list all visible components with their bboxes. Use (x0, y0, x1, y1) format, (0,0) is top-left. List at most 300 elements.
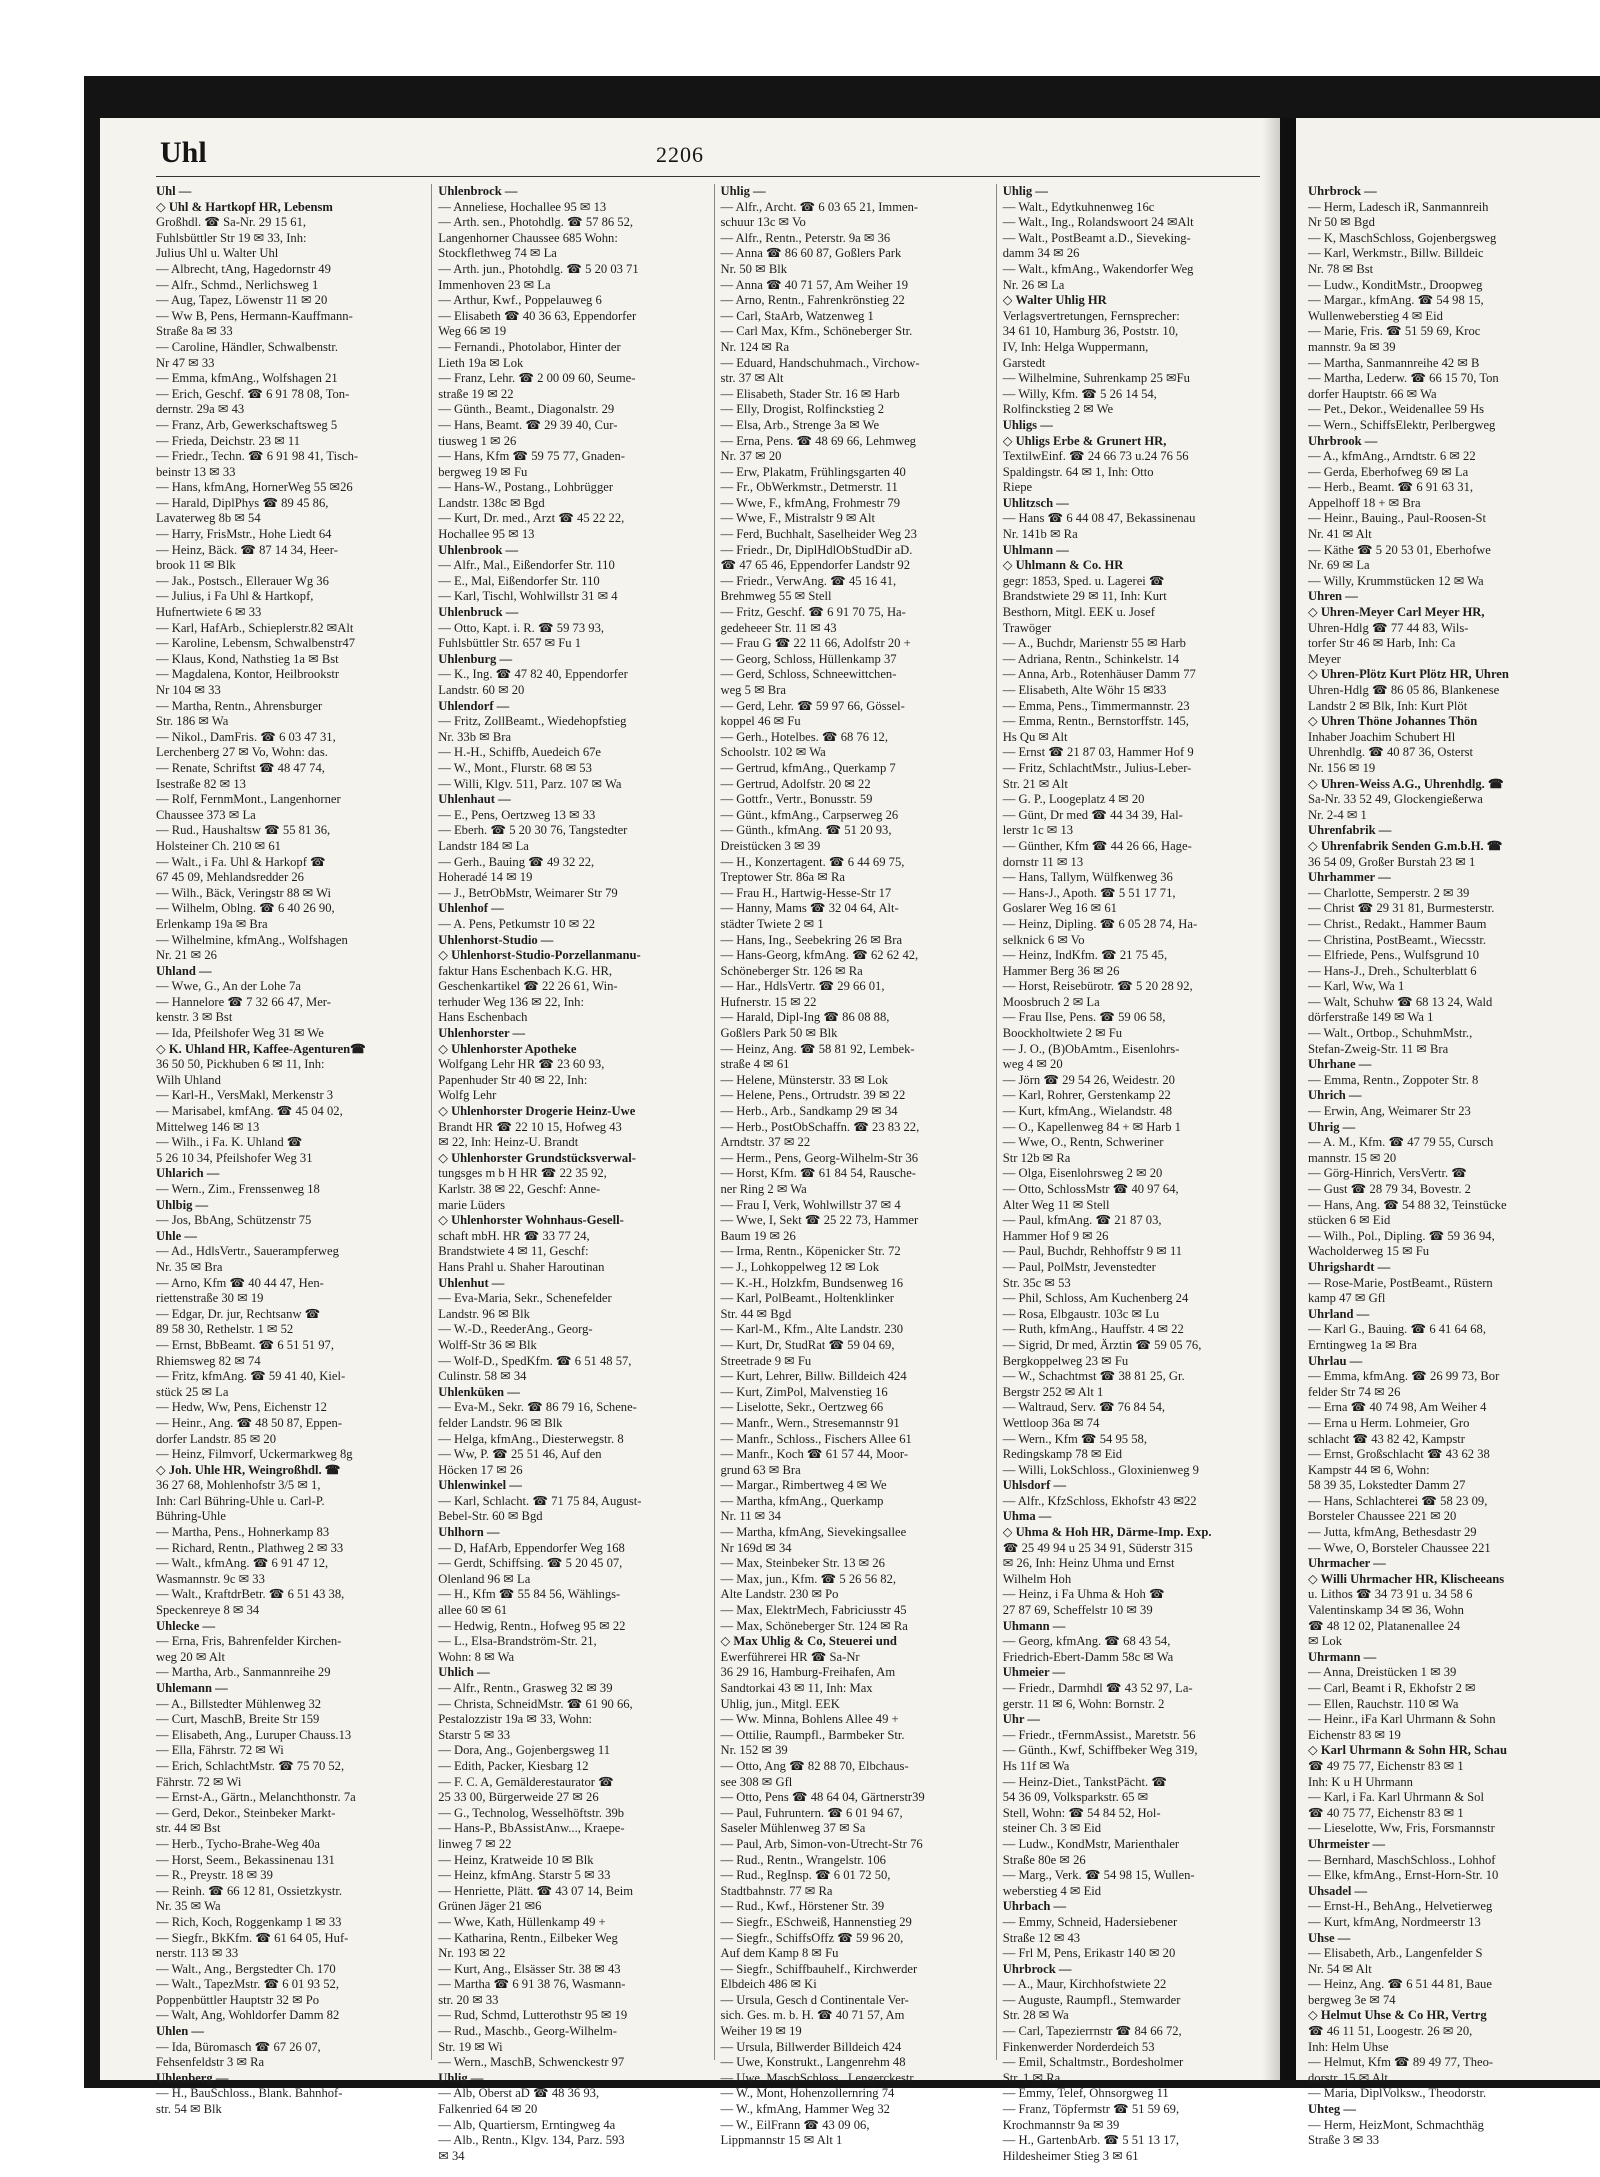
directory-entry-line: Landstr 184 ✉ La (438, 838, 529, 853)
directory-entry-line: — Albrecht, tAng, Hagedornstr 49 (156, 261, 331, 276)
directory-entry-line: — A., kfmAng., Arndtstr. 6 ✉ 22 (1308, 449, 1476, 464)
directory-entry-line: 5 26 10 34, Pfeilshofer Weg 31 (156, 1150, 313, 1165)
directory-entry-line: — Martha, Lederw. ☎ 66 15 70, Ton (1308, 371, 1499, 386)
directory-entry-line: — Harald, DiplPhys ☎ 89 45 86, (156, 495, 329, 510)
directory-entry-line: — Käthe ☎ 5 20 53 01, Eberhofwe (1308, 542, 1491, 557)
directory-entry-line: — Manfr., Koch ☎ 61 57 44, Moor- (720, 1447, 909, 1462)
directory-entry-line: Bergkoppelweg 23 ✉ Fu (1002, 1353, 1129, 1368)
surname-heading: Uhlenhut — (438, 1275, 505, 1290)
directory-entry-line: — Wwe, Kath, Hüllenkamp 49 + (438, 1914, 606, 1929)
directory-entry-line: selknick 6 ✉ Vo (1002, 932, 1085, 947)
directory-entry-line: — Renate, Schriftst ☎ 48 47 74, (156, 760, 325, 775)
directory-entry-line: Baum 19 ✉ 26 (720, 1228, 796, 1243)
directory-entry-line: — Ernst-A., Gärtn., Melanchthonstr. 7a (156, 1790, 356, 1805)
surname-heading: Uhlitzsch — (1002, 495, 1069, 510)
directory-entry-line: straße 19 ✉ 22 (438, 386, 514, 401)
directory-entry-line: kenstr. 3 ✉ Bst (156, 1010, 233, 1025)
directory-entry-line: — Frau I, Verk, Wohlwillstr 37 ✉ 4 (720, 1197, 901, 1212)
directory-entry-line: Meyer (1308, 651, 1341, 666)
directory-entry-line: ☎ 47 65 46, Eppendorfer Landstr 92 (720, 558, 911, 573)
directory-entry-line: — Paul, kfmAng. ☎ 21 87 03, (1002, 1213, 1162, 1228)
directory-entry-line: — Ruth, kfmAng., Hauffstr. 4 ✉ 22 (1002, 1322, 1184, 1337)
directory-entry-line: — Herm, Ladesch iR, Sanmannreih (1308, 199, 1489, 214)
directory-entry-line: ◇ Uhren-Weiss A.G., Uhrenhdlg. ☎ (1308, 776, 1504, 791)
directory-entry-line: — Fritz, ZollBeamt., Wiedehopfstieg (438, 714, 627, 729)
directory-entry-line: — Hedw, Ww, Pens, Eichenstr 12 (156, 1400, 327, 1415)
directory-entry-line: Fährstr. 72 ✉ Wi (156, 1774, 242, 1789)
directory-entry-line: — Walt., kfmAng. ☎ 6 91 47 12, (156, 1556, 329, 1571)
directory-entry-line: Moosbruch 2 ✉ La (1002, 994, 1100, 1009)
directory-entry-line: faktur Hans Eschenbach K.G. HR, (438, 963, 613, 978)
directory-entry-line: — Walt., Ing., Rolandswoort 24 ✉Alt (1002, 215, 1194, 230)
surname-heading: Uhlig — (720, 184, 766, 198)
directory-entry-line: ◇ Uhren-Meyer Carl Meyer HR, (1308, 605, 1485, 620)
directory-entry-line: Pestalozzistr 19a ✉ 33, Wohn: (438, 1712, 593, 1727)
directory-entry-line: — H.-H., Schiffb, Auedeich 67e (438, 745, 602, 760)
directory-entry-line: — Wilh., Pol., Dipling. ☎ 59 36 94, (1308, 1228, 1495, 1243)
directory-entry-line: dorstr. 15 ✉ Alt (1308, 2070, 1388, 2085)
directory-entry-line: — Christ., Redakt., Hammer Baum (1308, 916, 1487, 931)
directory-entry-line: — W.-D., ReederAng., Georg- (438, 1322, 593, 1337)
directory-entry-line: — G., Technolog, Wesselhöftstr. 39b (438, 1805, 625, 1820)
directory-entry-line: — Eduard, Handschuhmach., Virchow- (720, 355, 920, 370)
directory-entry-line: — Wern., Kfm ☎ 54 95 58, (1002, 1431, 1147, 1446)
directory-entry-line: — Hans-J., Apoth. ☎ 5 51 17 71, (1002, 885, 1176, 900)
directory-entry-line: Chaussee 373 ✉ La (156, 807, 256, 822)
directory-entry-line: — Frieda, Deichstr. 23 ✉ 11 (156, 433, 301, 448)
directory-entry-line: Arndtstr. 37 ✉ 22 (720, 1135, 811, 1150)
directory-entry-line: beinstr 13 ✉ 33 (156, 464, 236, 479)
directory-entry-line: — Elisabeth, Stader Str. 16 ✉ Harb (720, 386, 900, 401)
directory-entry-line: — Wilhelmine, kfmAng., Wolfshagen (156, 932, 348, 947)
directory-entry-line: — Karl, Schlacht. ☎ 71 75 84, August- (438, 1493, 642, 1508)
directory-entry-line: — Emmy, Telef, Ohnsorgweg 11 (1002, 2086, 1169, 2101)
directory-entry-line: Nr 47 ✉ 33 (156, 355, 215, 370)
directory-entry-line: ☎ 48 12 02, Platanenallee 24 (1308, 1618, 1461, 1633)
directory-entry-line: Olenland 96 ✉ La (438, 1571, 531, 1586)
directory-entry-line: — Karl G., Bauing. ☎ 6 41 64 68, (1308, 1322, 1486, 1337)
directory-entry-line: — Frau H., Hartwig-Hesse-Str 17 (720, 885, 892, 900)
directory-entry-line: Starstr 5 ✉ 33 (438, 1727, 511, 1742)
directory-entry-line: Nr. 35 ✉ Bra (156, 1259, 223, 1274)
directory-entry-line: Stefan-Zweig-Str. 11 ✉ Bra (1308, 1041, 1449, 1056)
directory-columns (156, 184, 1262, 2163)
directory-entry-line: str. 54 ✉ Blk (156, 2102, 222, 2117)
directory-entry-line: Garstedt (1002, 355, 1046, 370)
directory-entry-line: — Martha, Arb., Sanmannreihe 29 (156, 1665, 331, 1680)
directory-entry-line: — Friedr., Dr, DiplHdlObStudDir aD. (720, 542, 913, 557)
directory-entry-line: — Gerh., Bauing ☎ 49 32 22, (438, 854, 595, 869)
running-head-word: Uhl (160, 136, 207, 169)
surname-heading: Uhma — (1002, 1509, 1052, 1524)
directory-entry-line: ◇ Willi Uhrmacher HR, Klischeeans (1308, 1571, 1505, 1586)
directory-entry-line: Fuhlsbüttler Str 19 ✉ 33, Inh: (156, 230, 307, 245)
directory-entry-line: — Arthur, Kwf., Poppelauweg 6 (438, 293, 602, 308)
directory-entry-line: Ewerführerei HR ☎ Sa-Nr (720, 1649, 860, 1664)
directory-entry-line: Holsteiner Ch. 210 ✉ 61 (156, 838, 281, 853)
directory-entry-line: — Friedr., tFernmAssist., Maretstr. 56 (1002, 1727, 1196, 1742)
directory-entry-line: Grünen Jäger 21 ✉6 (438, 1899, 542, 1914)
directory-entry-line: — Gertrud, kfmAng., Querkamp 7 (720, 760, 896, 775)
directory-entry-line: Stadtbahnstr. 77 ✉ Ra (720, 1883, 833, 1898)
directory-entry-line: Hans Eschenbach (438, 1010, 528, 1025)
directory-entry-line: damm 34 ✉ 26 (1002, 246, 1080, 261)
directory-entry-line: — Karl, i Fa. Karl Uhrmann & Sol (1308, 1790, 1484, 1805)
directory-entry-line: 27 87 69, Scheffelstr 10 ✉ 39 (1002, 1603, 1153, 1618)
directory-entry-line: Hufnertwiete 6 ✉ 33 (156, 605, 262, 620)
directory-entry-line: — Heinz, Filmvorf, Uckermarkweg 8g (156, 1447, 353, 1462)
surname-heading: Uhlenburg — (438, 651, 513, 666)
directory-entry-line: lerstr 1c ✉ 13 (1002, 823, 1074, 838)
directory-entry-line: schlacht ☎ 43 82 42, Kampstr (1308, 1431, 1465, 1446)
directory-entry-line: — Heinz, Bäck. ☎ 87 14 34, Heer- (156, 542, 338, 557)
directory-entry-line: — Ursula, Billwerder Billdeich 424 (720, 2039, 902, 2054)
directory-entry-line: Nr. 41 ✉ Alt (1308, 527, 1372, 542)
surname-heading: Uhrhammer — (1308, 870, 1391, 885)
directory-entry-line: — Wilh., Bäck, Veringstr 88 ✉ Wi (156, 885, 331, 900)
directory-entry-line: ◇ Max Uhlig & Co, Steuerei und (720, 1634, 897, 1649)
directory-entry-line: Uhren-Hdlg ☎ 86 05 86, Blankenese (1308, 683, 1500, 697)
directory-entry-line: — Arno, Kfm ☎ 40 44 47, Hen- (156, 1275, 324, 1290)
directory-entry-line: Str 12b ✉ Ra (1002, 1150, 1071, 1165)
directory-entry-line: — Hans, Ang. ☎ 54 88 32, Teinstücke (1308, 1197, 1507, 1212)
directory-entry-line: — Ernst ☎ 21 87 03, Hammer Hof 9 (1002, 745, 1194, 760)
directory-entry-line: nerstr. 113 ✉ 33 (156, 1946, 239, 1961)
directory-entry-line: — R., Preystr. 18 ✉ 39 (156, 1868, 273, 1883)
directory-entry-line: Spaldingstr. 64 ✉ 1, Inh: Otto (1002, 464, 1154, 479)
directory-entry-line: — E., Mal, Eißendorfer Str. 110 (438, 573, 600, 588)
directory-entry-line: — Dora, Ang., Gojenbergsweg 11 (438, 1743, 610, 1758)
directory-entry-line: Brehmweg 55 ✉ Stell (720, 589, 832, 604)
directory-entry-line: Poppenbüttler Hauptstr 32 ✉ Po (156, 1992, 320, 2007)
directory-entry-line: Hildesheimer Stieg 3 ✉ 61 (1002, 2148, 1139, 2163)
directory-entry-line: — Henriette, Plätt. ☎ 43 07 14, Beim (438, 1883, 634, 1898)
directory-entry-line: Bebel-Str. 60 ✉ Bgd (438, 1509, 543, 1524)
directory-entry-line: str. 44 ✉ Bst (156, 1821, 221, 1836)
directory-entry-line: — Ellen, Rauchstr. 110 ✉ Wa (1308, 1696, 1459, 1711)
directory-entry-line: — Carl, StaArb, Watzenweg 1 (720, 308, 874, 323)
directory-entry-line: — Karl, Werkmstr., Billw. Billdeic (1308, 246, 1484, 261)
directory-entry-line: Brandt HR ☎ 22 10 15, Hofweg 43 (438, 1119, 622, 1134)
directory-entry-line: Bergstr 252 ✉ Alt 1 (1002, 1384, 1104, 1399)
directory-entry-line: — Emmy, Schneid, Hadersiebener (1002, 1914, 1178, 1929)
surname-heading: Uhl — (156, 184, 192, 198)
directory-entry-line: brook 11 ✉ Blk (156, 558, 236, 573)
directory-entry-line: stück 25 ✉ La (156, 1384, 229, 1399)
directory-entry-line: — Uwe, Konstrukt., Langenrehm 48 (720, 2055, 906, 2070)
directory-entry-line: — Marg., Verk. ☎ 54 98 15, Wullen- (1002, 1868, 1195, 1883)
directory-entry-line: — Friedr., Techn. ☎ 6 91 98 41, Tisch- (156, 449, 359, 464)
directory-entry-line: Goßlers Park 50 ✉ Blk (720, 1026, 838, 1041)
directory-entry-line: — Hans, kfmAng, HornerWeg 55 ✉26 (156, 480, 353, 495)
directory-entry-line: Mittelweg 146 ✉ 13 (156, 1119, 260, 1134)
directory-entry-line: — H., GartenbArb. ☎ 5 51 13 17, (1002, 2133, 1179, 2148)
directory-entry-line: ◇ Uhrenfabrik Senden G.m.b.H. ☎ (1308, 838, 1503, 853)
directory-entry-line: — Rud., Maschb., Georg-Wilhelm- (438, 2024, 617, 2039)
directory-entry-line: — Helene, Münsterstr. 33 ✉ Lok (720, 1072, 889, 1087)
directory-entry-line: — Elisabeth, Ang., Luruper Chauss.13 (156, 1727, 352, 1742)
directory-entry-line: — W., kfmAng, Hammer Weg 32 (720, 2102, 890, 2117)
directory-entry-line: — Hans-Georg, kfmAng. ☎ 62 62 42, (720, 948, 919, 963)
surname-heading: Uhlenwinkel — (438, 1478, 522, 1493)
directory-entry-line: — Ernst, Großschlacht ☎ 43 62 38 (1308, 1447, 1490, 1462)
directory-entry-line: — Günt., kfmAng., Carpserweg 26 (720, 807, 899, 822)
directory-page (100, 118, 1280, 2163)
directory-entry-line: — Magdalena, Kontor, Heilbrookstr (156, 667, 340, 682)
directory-entry-line: Appelhoff 18 + ✉ Bra (1308, 495, 1421, 510)
directory-entry-line: dörferstraße 149 ✉ Wa 1 (1308, 1010, 1434, 1025)
directory-entry-line: Hoheradé 14 ✉ 19 (438, 870, 533, 885)
directory-entry-line: — Kurt, ZimPol, Malvenstieg 16 (720, 1384, 888, 1399)
directory-entry-line: — Emma, Rentn., Zoppoter Str. 8 (1308, 1072, 1479, 1087)
directory-entry-line: Wilhelm Hoh (1002, 1571, 1072, 1586)
directory-entry-line: — Herm., Pens, Georg-Wilhelm-Str 36 (720, 1150, 919, 1165)
directory-entry-line: Brandstwiete 29 ✉ 11, Inh: Kurt (1002, 589, 1167, 604)
directory-entry-line: — Walt., Ortbop., SchuhmMstr., (1308, 1026, 1473, 1041)
directory-entry-line: Straße 12 ✉ 43 (1002, 1930, 1081, 1945)
directory-entry-line: 36 54 09, Großer Burstah 23 ✉ 1 (1308, 854, 1476, 869)
directory-entry-line: — Willy, Krummstücken 12 ✉ Wa (1308, 573, 1484, 588)
directory-entry-line: — Horst, Reisebürotr. ☎ 5 20 28 92, (1002, 979, 1193, 994)
directory-entry-line: — Hedwig, Rentn., Hofweg 95 ✉ 22 (438, 1618, 626, 1633)
directory-entry-line: städter Twiete 2 ✉ 1 (720, 916, 824, 931)
directory-entry-line: Str. 19 ✉ Wi (438, 2039, 503, 2054)
directory-entry-line: — Gust ☎ 28 79 34, Bovestr. 2 (1308, 1182, 1471, 1196)
surname-heading: Uhlenbruck — (438, 605, 519, 620)
directory-entry-line: — Wwe, F., Mistralstr 9 ✉ Alt (720, 511, 875, 526)
directory-entry-line: — Gottfr., Vertr., Bonusstr. 59 (720, 792, 873, 807)
directory-entry-line: — Carl, Beamt i R, Ekhofstr 2 ✉ (1308, 1681, 1476, 1695)
directory-entry-line: 36 29 16, Hamburg-Freihafen, Am (720, 1665, 896, 1680)
directory-entry-line: ◇ Uhl & Hartkopf HR, Lebensm (156, 199, 333, 214)
surname-heading: Uhmeier — (1002, 1665, 1066, 1680)
directory-entry-line: — Herm, HeizMont, Schmachthäg (1308, 2117, 1484, 2132)
directory-entry-line: — Martha, Rentn., Ahrensburger (156, 698, 323, 713)
directory-entry-line: TextilwEinf. ☎ 24 66 73 u.24 76 56 (1002, 449, 1189, 464)
directory-entry-line: dorfer Landstr. 85 ✉ 20 (156, 1431, 277, 1446)
directory-entry-line: — Wilhelmine, Suhrenkamp 25 ✉Fu (1002, 371, 1190, 386)
directory-entry-line: Wasmannstr. 9c ✉ 33 (156, 1571, 265, 1586)
directory-entry-line: — Wern., SchiffsElektr, Perlbergweg (1308, 417, 1496, 432)
directory-entry-line: Wilh Uhland (156, 1072, 221, 1087)
directory-entry-line: dornstr 11 ✉ 13 (1002, 854, 1084, 869)
directory-entry-line: 34 61 10, Hamburg 36, Poststr. 10, (1002, 324, 1179, 339)
surname-heading: Uhrmacher — (1308, 1556, 1386, 1571)
directory-entry-line: — Heinz, i Fa Uhma & Hoh ☎ (1002, 1587, 1165, 1602)
directory-entry-line: — Emma, Rentn., Bernstorffstr. 145, (1002, 714, 1189, 729)
directory-entry-line: — Adriana, Rentn., Schinkelstr. 14 (1002, 651, 1180, 666)
directory-entry-line: ◇ Helmut Uhse & Co HR, Vertrg (1308, 2008, 1487, 2023)
directory-entry-line: — Walt., Edytkuhnenweg 16c (1002, 199, 1155, 214)
directory-entry-line: ◇ Uhlenhorster Wohnhaus-Gesell- (438, 1213, 624, 1228)
directory-entry-line: — Willy, Kfm. ☎ 5 26 14 54, (1002, 386, 1157, 401)
surname-heading: Uhle — (156, 1228, 197, 1243)
directory-entry-line: Inhaber Joachim Schubert Hl (1308, 729, 1456, 744)
directory-entry-line: — Karl, Tischl, Wohlwillstr 31 ✉ 4 (438, 589, 618, 604)
directory-entry-line: — Hans, Schlachterei ☎ 58 23 09, (1308, 1493, 1488, 1508)
directory-entry-line: ◇ Uhlmann & Co. HR (1002, 558, 1124, 573)
directory-entry-line: Wolff-Str 36 ✉ Blk (438, 1337, 537, 1352)
directory-entry-line: — Margar., Rimbertweg 4 ✉ We (720, 1478, 887, 1493)
directory-entry-line: Auf dem Kamp 8 ✉ Fu (720, 1946, 839, 1961)
directory-entry-line: — Ernst-H., BehAng., Helvetierweg (1308, 1899, 1493, 1914)
surname-heading: Uhlenküken — (438, 1384, 520, 1399)
directory-entry-line: — Gerd, Schloss, Schneewittchen- (720, 667, 897, 682)
directory-entry-line: steiner Ch. 3 ✉ Eid (1002, 1821, 1102, 1836)
directory-entry-line: Wettloop 36a ✉ 74 (1002, 1415, 1100, 1430)
directory-entry-line: Hammer Hof 9 ✉ 26 (1002, 1228, 1109, 1243)
directory-entry-line: — Harald, Dipl-Ing ☎ 86 08 88, (720, 1010, 890, 1025)
page-number: 2206 (656, 142, 704, 167)
directory-entry-line: — Karl, HafArb., Schieplerstr.82 ✉Alt (156, 620, 354, 635)
directory-entry-line: — Fr., ObWerkmstr., Detmerstr. 11 (720, 480, 898, 495)
directory-entry-line: Papenhuder Str 40 ✉ 22, Inh: (438, 1072, 588, 1087)
directory-entry-line: tungsges m b H HR ☎ 22 35 92, (438, 1166, 607, 1181)
directory-entry-line: — Martha, Sanmannreihe 42 ✉ B (1308, 355, 1480, 370)
directory-entry-line: Nr. 152 ✉ 39 (720, 1743, 788, 1758)
directory-entry-line: — Arth. jun., Photohdlg. ☎ 5 20 03 71 (438, 261, 639, 276)
directory-entry-line: — Herb., Arb., Sandkamp 29 ✉ 34 (720, 1104, 898, 1119)
directory-entry-line: Rolfinckstieg 2 ✉ We (1002, 402, 1114, 417)
directory-entry-line: — J., BetrObMstr, Weimarer Str 79 (438, 885, 618, 900)
directory-entry-line: weg 5 ✉ Bra (720, 683, 786, 697)
directory-entry-line: — Elly, Drogist, Rolfinckstieg 2 (720, 402, 885, 417)
running-head (100, 136, 1280, 176)
directory-entry-line: — Edgar, Dr. jur, Rechtsanw ☎ (156, 1306, 321, 1321)
directory-entry-line: — Hans-J., Dreh., Schulterblatt 6 (1308, 963, 1477, 978)
directory-column-2 (431, 184, 697, 2163)
directory-entry-line: — Ludw., KondMstr, Marienthaler (1002, 1836, 1180, 1851)
directory-entry-line: — Heinr., Bauing., Paul-Roosen-St (1308, 511, 1487, 526)
directory-entry-line: — Eva-Maria, Sekr., Schenefelder (438, 1291, 612, 1306)
directory-entry-line: Hufnerstr. 15 ✉ 22 (720, 994, 817, 1009)
surname-heading: Uhrigshardt — (1308, 1259, 1391, 1274)
directory-entry-line: 67 45 09, Mehlandsredder 26 (156, 870, 304, 885)
directory-entry-line: — L., Elsa-Brandström-Str. 21, (438, 1634, 597, 1649)
directory-entry-line: Valentinskamp 34 ✉ 36, Wohn (1308, 1603, 1464, 1618)
directory-entry-line: ◇ Uhlenhorster Apotheke (438, 1041, 577, 1056)
surname-heading: Uhren — (1308, 589, 1358, 604)
directory-entry-line: — Manfr., Wern., Stresemannstr 91 (720, 1415, 900, 1430)
directory-entry-line: Speckenreye 8 ✉ 34 (156, 1603, 260, 1618)
directory-entry-line: Uhrenhdlg. ☎ 40 87 36, Osterst (1308, 745, 1474, 760)
directory-entry-line: — Helene, Pens., Ortrudstr. 39 ✉ 22 (720, 1088, 906, 1103)
directory-entry-line: — Günt, Dr med ☎ 44 34 39, Hal- (1002, 807, 1183, 822)
directory-entry-line: — Ernst, BbBeamt. ☎ 6 51 51 97, (156, 1337, 334, 1352)
directory-entry-line: Str. 21 ✉ Alt (1002, 776, 1068, 791)
directory-entry-line: — Frau G ☎ 22 11 66, Adolfstr 20 + (720, 636, 911, 651)
surname-heading: Uhrhane — (1308, 1057, 1372, 1072)
facing-page-column (1308, 184, 1600, 2148)
directory-entry-line: Nr. 156 ✉ 19 (1308, 760, 1376, 775)
directory-entry-line: — Walt., KraftdrBetr. ☎ 6 51 43 38, (156, 1587, 345, 1602)
directory-entry-line: — Erwin, Ang, Weimarer Str 23 (1308, 1104, 1471, 1119)
directory-entry-line: — Jutta, kfmAng, Bethesdastr 29 (1308, 1525, 1477, 1540)
directory-column-1 (156, 184, 415, 2117)
directory-entry-line: gedeheeer Str. 11 ✉ 43 (720, 620, 837, 635)
surname-heading: Uhlich — (438, 1665, 490, 1680)
directory-entry-line: 58 39 35, Lokstedter Damm 27 (1308, 1478, 1466, 1493)
directory-entry-line: — Kurt, kfmAng., Wielandstr. 48 (1002, 1104, 1173, 1119)
directory-entry-line: Landstr. 60 ✉ 20 (438, 683, 525, 697)
directory-entry-line: Treptower Str. 86a ✉ Ra (720, 870, 845, 885)
directory-entry-line: Nr. 124 ✉ Ra (720, 339, 790, 354)
directory-entry-line: Weiher 19 ✉ 19 (720, 2024, 802, 2039)
directory-entry-line: — Waltraud, Serv. ☎ 76 84 54, (1002, 1400, 1166, 1415)
directory-entry-line: — Franz, Lehr. ☎ 2 00 09 60, Seume- (438, 371, 636, 386)
directory-entry-line: ◇ Karl Uhrmann & Sohn HR, Schau (1308, 1743, 1507, 1758)
surname-heading: Uhlecke — (156, 1618, 216, 1633)
directory-entry-line: weberstieg 4 ✉ Eid (1002, 1883, 1102, 1898)
directory-entry-line: ◇ Walter Uhlig HR (1002, 293, 1107, 308)
surname-heading: Uhrich — (1308, 1088, 1362, 1103)
directory-entry-line: — Walt., kfmAng., Wakendorfer Weg (1002, 261, 1194, 276)
directory-entry-line: — Georg, kfmAng. ☎ 68 43 54, (1002, 1634, 1171, 1649)
directory-entry-line: — A., Buchdr, Marienstr 55 ✉ Harb (1002, 636, 1186, 651)
directory-entry-line: Rhiemsweg 82 ✉ 74 (156, 1353, 261, 1368)
directory-entry-line: — Wwe, O, Borsteler Chaussee 221 (1308, 1540, 1491, 1555)
directory-entry-line: — Erna u Herm. Lohmeier, Gro (1308, 1415, 1470, 1430)
directory-entry-line: Uhren-Hdlg ☎ 77 44 83, Wils- (1308, 620, 1469, 635)
surname-heading: Uhlenhorster — (438, 1026, 526, 1041)
directory-entry-line: Schöneberger Str. 126 ✉ Ra (720, 963, 863, 978)
directory-entry-line: Weg 66 ✉ 19 (438, 324, 507, 339)
directory-entry-line: — Karl, Ww, Wa 1 (1308, 979, 1405, 994)
directory-entry-line: — Gerd, Dekor., Steinbeker Markt- (156, 1805, 336, 1820)
directory-entry-line: — Horst, Kfm. ☎ 61 84 54, Rausche- (720, 1166, 916, 1181)
directory-entry-line: sich. Ges. m. b. H. ☎ 40 71 57, Am (720, 2008, 905, 2023)
directory-entry-line: — Alfr., Schmd., Nerlichsweg 1 (156, 277, 319, 292)
directory-entry-line: — H., Konzertagent. ☎ 6 44 69 75, (720, 854, 905, 869)
directory-entry-line: — Marisabel, kmfAng. ☎ 45 04 02, (156, 1104, 343, 1119)
directory-entry-line: ☎ 46 11 51, Loogestr. 26 ✉ 20, (1308, 2024, 1473, 2039)
directory-entry-line: — Martha, kfmAng., Querkamp (720, 1493, 884, 1508)
directory-entry-line: — Rud., Kwf., Hörstener Str. 39 (720, 1899, 885, 1914)
directory-entry-line: — Liselotte, Sekr., Oertzweg 66 (720, 1400, 884, 1415)
directory-entry-line: — Erna ☎ 40 74 98, Am Weiher 4 (1308, 1400, 1487, 1415)
directory-entry-line: — O., Kapellenweg 84 + ✉ Harb 1 (1002, 1119, 1181, 1134)
directory-entry-line: u. Lithos ☎ 34 73 91 u. 34 58 6 (1308, 1587, 1473, 1602)
directory-entry-line: — Hans ☎ 6 44 08 47, Bekassinenau (1002, 511, 1196, 526)
directory-entry-line: — Pet., Dekor., Weidenallee 59 Hs (1308, 402, 1485, 417)
directory-entry-line: Wullenweberstieg 4 ✉ Eid (1308, 308, 1443, 323)
directory-entry-line: bergweg 19 ✉ Fu (438, 464, 528, 479)
directory-entry-line: Boockholtwiete 2 ✉ Fu (1002, 1026, 1123, 1041)
directory-entry-line: ner Ring 2 ✉ Wa (720, 1182, 807, 1196)
directory-entry-line: Elbdeich 486 ✉ Ki (720, 1977, 817, 1992)
directory-entry-line: — Ww, P. ☎ 25 51 46, Auf den (438, 1447, 602, 1462)
directory-entry-line: ✉ Lok (1308, 1634, 1342, 1649)
directory-entry-line: — Klaus, Kond, Nathstieg 1a ✉ Bst (156, 651, 339, 666)
directory-entry-line: Julius Uhl u. Walter Uhl (156, 246, 279, 261)
directory-entry-line: Schoolstr. 102 ✉ Wa (720, 745, 826, 760)
directory-entry-line: — Alfr., Archt. ☎ 6 03 65 21, Immen- (720, 199, 919, 214)
directory-entry-line: — W., EilFrann ☎ 43 09 06, (720, 2117, 870, 2132)
directory-entry-line: Hs 11f ✉ Wa (1002, 1758, 1070, 1773)
directory-entry-line: straße 4 ✉ 61 (720, 1057, 790, 1072)
directory-entry-line: 54 36 09, Volksparkstr. 65 ✉ (1002, 1790, 1149, 1805)
directory-entry-line: — Christ ☎ 29 31 81, Burmesterstr. (1308, 901, 1495, 916)
directory-entry-line: — Uwe, MaschSchloss., Lengerckestr. (720, 2070, 917, 2085)
directory-entry-line: — Elisabeth, Arb., Langenfelder S (1308, 1946, 1483, 1961)
directory-entry-line: — Heinz, Kratweide 10 ✉ Blk (438, 1852, 594, 1867)
directory-entry-line: — Wilhelm, Oblng. ☎ 6 40 26 90, (156, 901, 335, 916)
directory-entry-line: — Emma, Pens., Timmermannstr. 23 (1002, 698, 1190, 713)
directory-entry-line: Nr. 54 ✉ Alt (1308, 1961, 1372, 1976)
directory-entry-line: — Helga, kfmAng., Diesterwegstr. 8 (438, 1431, 624, 1446)
surname-heading: Uhlig — (438, 2070, 484, 2085)
directory-entry-line: — Caroline, Händler, Schwalbenstr. (156, 339, 339, 354)
